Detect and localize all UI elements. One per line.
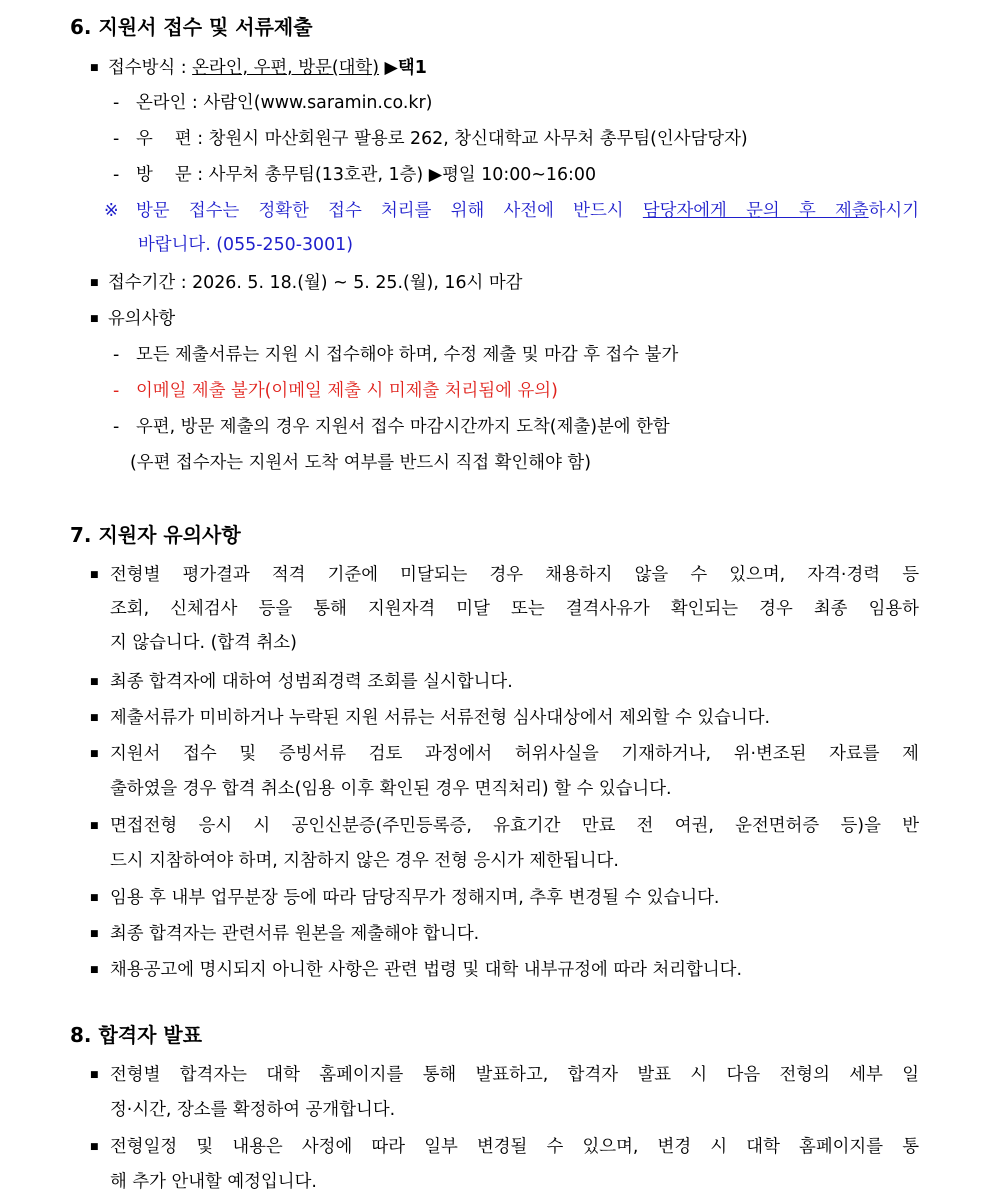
- bullet-icon: ■: [90, 570, 99, 580]
- bullet-icon: ■: [90, 677, 99, 687]
- applicant-notice-2: 최종 합격자에 대하여 성범죄경력 조회를 실시합니다.: [110, 672, 513, 692]
- caution-item-2: 이메일 제출 불가(이메일 제출 시 미제출 처리됨에 유의): [136, 381, 558, 401]
- dash-marker: -: [113, 381, 120, 401]
- applicant-notice-7: 최종 합격자는 관련서류 원본을 제출해야 합니다.: [110, 924, 480, 944]
- submission-method-choice: ▶택1: [384, 58, 427, 78]
- bullet-icon: ■: [90, 63, 99, 73]
- applicant-notice-4-line1: 지원서 접수 및 증빙서류 검토 과정에서 허위사실을 기재하거나, 위·변조된 자료를 제: [110, 744, 919, 764]
- dash-marker: -: [113, 129, 120, 149]
- submission-method: [108, 57, 427, 79]
- visit-notice-text-end: 하시기: [868, 201, 920, 221]
- bullet-icon: ■: [90, 965, 99, 975]
- applicant-notice-6: 임용 후 내부 업무분장 등에 따라 담당직무가 정해지며, 추후 변경될 수 있습니다.: [110, 888, 720, 908]
- dash-marker: -: [113, 93, 120, 113]
- bullet-icon: ■: [90, 1070, 99, 1080]
- bullet-icon: ■: [90, 821, 99, 831]
- visit-notice-underlined: 담당자에게 문의 후 제출: [642, 201, 869, 221]
- caution-item-3: 우편, 방문 제출의 경우 지원서 접수 마감시간까지 도착(제출)분에 한함: [136, 417, 670, 437]
- visit-notice-text: 방문 접수는 정확한 접수 처리를 위해 사전에 반드시: [136, 201, 624, 221]
- section-7-title: 7. 지원자 유의사항: [70, 523, 241, 547]
- applicant-notice-1-line1: 전형별 평가결과 적격 기준에 미달되는 경우 채용하지 않을 수 있으며, 자격·경력 등: [110, 565, 919, 585]
- bullet-icon: ■: [90, 929, 99, 939]
- applicant-notice-8: 채용공고에 명시되지 아니한 사항은 관련 법령 및 대학 내부규정에 따라 처리합니다.: [110, 960, 742, 980]
- visit-label: 방 문 :: [136, 165, 204, 185]
- section-6-title: 6. 지원서 접수 및 서류제출: [70, 15, 313, 39]
- submission-period: 접수기간 : 2026. 5. 18.(월) ~ 5. 25.(월), 16시 마감: [108, 273, 523, 293]
- section-8-title: 8. 합격자 발표: [70, 1023, 203, 1047]
- mail-value: 창원시 마산회원구 팔용로 262, 창신대학교 사무처 총무팀(인사담당자): [208, 129, 748, 149]
- online-label: 온라인 :: [136, 93, 198, 113]
- announcement-2-line2: 해 추가 안내할 예정입니다.: [110, 1172, 317, 1192]
- caution-item-1: 모든 제출서류는 지원 시 접수해야 하며, 수정 제출 및 마감 후 접수 불가: [136, 345, 679, 365]
- bullet-icon: ■: [90, 749, 99, 759]
- visit-value: 사무처 총무팀(13호관, 1층) ▶평일 10:00~16:00: [208, 165, 597, 185]
- visit-notice-line2: 바랍니다. (055-250-3001): [138, 235, 354, 255]
- announcement-1-line2: 정·시간, 장소를 확정하여 공개합니다.: [110, 1100, 396, 1120]
- applicant-notice-3: 제출서류가 미비하거나 누락된 지원 서류는 서류전형 심사대상에서 제외할 수 있습니다.: [110, 708, 771, 728]
- online-line: [136, 92, 432, 114]
- applicant-notice-1-line3: 지 않습니다. (합격 취소): [110, 633, 297, 653]
- bullet-icon: ■: [90, 278, 99, 288]
- dash-marker: -: [113, 417, 120, 437]
- visit-notice-line1: [136, 200, 919, 222]
- mail-line: [136, 128, 748, 150]
- bullet-icon: ■: [90, 1142, 99, 1152]
- bullet-icon: ■: [90, 893, 99, 903]
- caution-item-3-note: (우편 접수자는 지원서 도착 여부를 반드시 직접 확인해야 함): [130, 453, 591, 473]
- visit-line: [136, 164, 596, 186]
- announcement-1-line1: 전형별 합격자는 대학 홈페이지를 통해 발표하고, 합격자 발표 시 다음 전형의 세부 일: [110, 1065, 919, 1085]
- bullet-icon: ■: [90, 713, 99, 723]
- submission-method-options: 온라인, 우편, 방문(대학): [192, 58, 380, 78]
- mail-label: 우 편 :: [136, 129, 204, 149]
- applicant-notice-5-line1: 면접전형 응시 시 공인신분증(주민등록증, 유효기간 만료 전 여권, 운전면허증 등)을 반: [110, 816, 919, 836]
- caution-title: 유의사항: [108, 309, 176, 329]
- applicant-notice-1-line2: 조회, 신체검사 등을 통해 지원자격 미달 또는 결격사유가 확인되는 경우 최종 임용하: [110, 599, 919, 619]
- announcement-2-line1: 전형일정 및 내용은 사정에 따라 일부 변경될 수 있으며, 변경 시 대학 홈페이지를 통: [110, 1137, 919, 1157]
- applicant-notice-5-line2: 드시 지참하여야 하며, 지참하지 않은 경우 전형 응시가 제한됩니다.: [110, 851, 619, 871]
- notice-mark: ※: [104, 201, 119, 221]
- online-value: 사람인(www.saramin.co.kr): [203, 93, 433, 113]
- dash-marker: -: [113, 165, 120, 185]
- submission-method-label: 접수방식 :: [108, 58, 187, 78]
- dash-marker: -: [113, 345, 120, 365]
- applicant-notice-4-line2: 출하였을 경우 합격 취소(임용 이후 확인된 경우 면직처리) 할 수 있습니다.: [110, 779, 672, 799]
- bullet-icon: ■: [90, 314, 99, 324]
